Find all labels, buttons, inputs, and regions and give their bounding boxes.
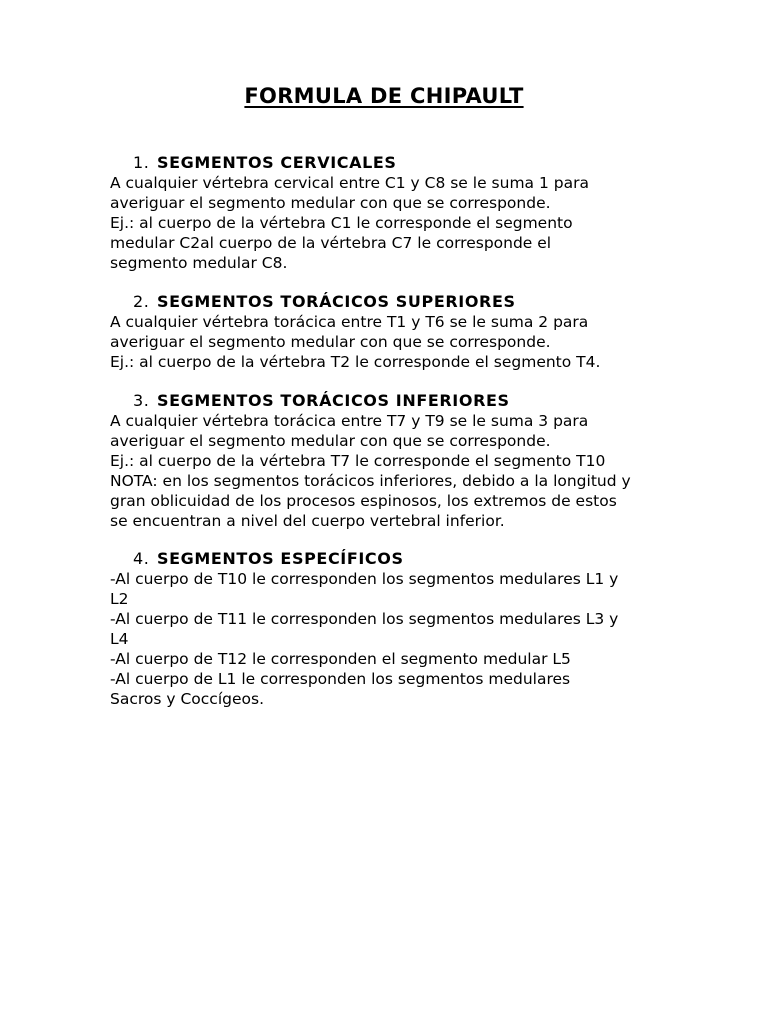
paragraph-line: -Al cuerpo de T10 le corresponden los segmentos medulares L1 y: [110, 570, 619, 588]
section-number: 1.: [133, 153, 150, 172]
paragraph-line: L2: [110, 590, 129, 608]
section-heading: [133, 292, 670, 312]
section-heading-text: SEGMENTOS ESPECÍFICOS: [157, 549, 404, 568]
paragraph-line: -Al cuerpo de L1 le corresponden los segmentos medulares: [110, 670, 571, 688]
paragraph-line: medular C2al cuerpo de la vértebra C7 le corresponde el: [110, 234, 552, 252]
paragraph-line: NOTA: en los segmentos torácicos inferiores, debido a la longitud y: [110, 472, 631, 490]
paragraph-line: Sacros y Coccígeos.: [110, 690, 264, 708]
paragraph-line: -Al cuerpo de T11 le corresponden los segmentos medulares L3 y: [110, 610, 619, 628]
paragraph-line: averiguar el segmento medular con que se corresponde.: [110, 194, 551, 212]
section-heading-text: SEGMENTOS CERVICALES: [157, 153, 397, 172]
paragraph-line: L4: [110, 630, 129, 648]
section-especificos: [110, 549, 670, 709]
section-number: 2.: [133, 292, 150, 311]
section-heading-text: SEGMENTOS TORÁCICOS SUPERIORES: [157, 292, 516, 311]
section-toracicos-superiores: [110, 292, 670, 372]
paragraph-line: Ej.: al cuerpo de la vértebra T7 le corresponde el segmento T10: [110, 452, 606, 470]
paragraph-line: Ej.: al cuerpo de la vértebra T2 le corresponde el segmento T4.: [110, 353, 601, 371]
paragraph-line: A cualquier vértebra cervical entre C1 y C8 se le suma 1 para: [110, 174, 589, 192]
paragraph-line: -Al cuerpo de T12 le corresponden el segmento medular L5: [110, 650, 571, 668]
section-number: 3.: [133, 391, 150, 410]
section-number: 4.: [133, 549, 150, 568]
paragraph-line: averiguar el segmento medular con que se corresponde.: [110, 432, 551, 450]
section-heading: [133, 549, 670, 569]
section-toracicos-inferiores: [110, 391, 670, 531]
paragraph-line: Ej.: al cuerpo de la vértebra C1 le corresponde el segmento: [110, 214, 573, 232]
section-heading: [133, 153, 670, 173]
paragraph-line: A cualquier vértebra torácica entre T1 y T6 se le suma 2 para: [110, 313, 589, 331]
section-heading: [133, 391, 670, 411]
section-cervicales: [110, 153, 670, 273]
paragraph-line: se encuentran a nivel del cuerpo vertebral inferior.: [110, 512, 505, 530]
paragraph-line: gran oblicuidad de los procesos espinosos, los extremos de estos: [110, 492, 617, 510]
paragraph-line: averiguar el segmento medular con que se corresponde.: [110, 333, 551, 351]
page-title: FORMULA DE CHIPAULT: [244, 84, 524, 108]
section-heading-text: SEGMENTOS TORÁCICOS INFERIORES: [157, 391, 510, 410]
paragraph-line: A cualquier vértebra torácica entre T7 y T9 se le suma 3 para: [110, 412, 589, 430]
paragraph-line: segmento medular C8.: [110, 254, 288, 272]
